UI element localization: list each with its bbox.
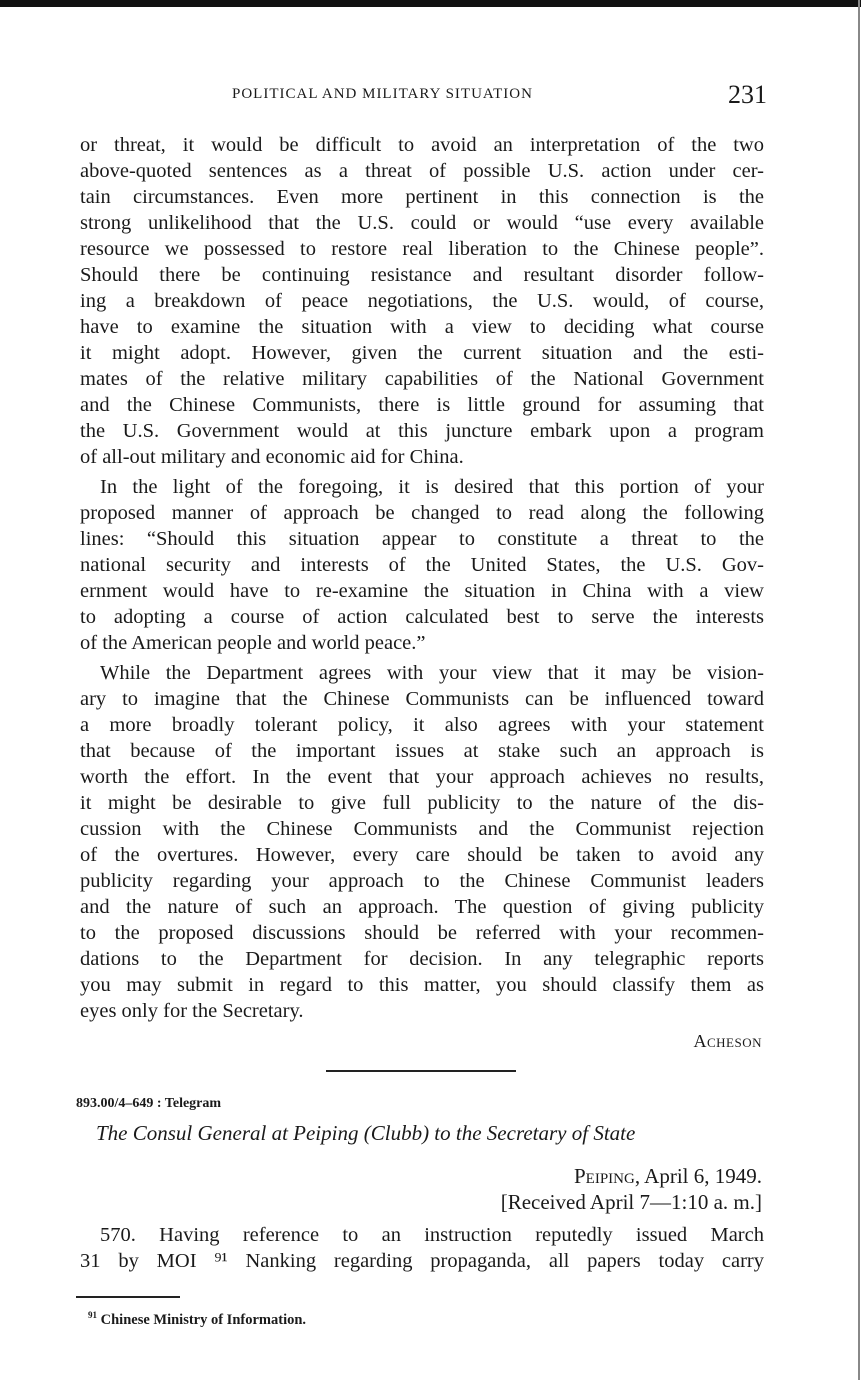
body-line: proposed manner of approach be changed to read along the following: [80, 502, 764, 524]
body-line: a more broadly tolerant policy, it also agrees with your statement: [80, 714, 764, 736]
body-line: it might be desirable to give full publicity to the nature of the dis-: [80, 792, 764, 814]
body-line: While the Department agrees with your view that it may be vision-: [100, 662, 764, 684]
body-line: ernment would have to re-examine the situation in China with a view: [80, 580, 764, 602]
body-line: it might adopt. However, given the current situation and the esti-: [80, 342, 764, 364]
body-line: eyes only for the Secretary.: [80, 1000, 304, 1022]
body-line: above-quoted sentences as a threat of possible U.S. action under cer-: [80, 160, 764, 182]
dateline-date: , April 6, 1949.: [634, 1164, 762, 1188]
body-line: to the proposed discussions should be referred with your recommen-: [80, 922, 764, 944]
body-line: ing a breakdown of peace negotiations, the U.S. would, of course,: [80, 290, 764, 312]
document-title: The Consul General at Peiping (Clubb) to the Secretary of State: [96, 1121, 636, 1145]
body-line: or threat, it would be difficult to avoid an interpretation of the two: [80, 134, 764, 156]
body-line: resource we possessed to restore real liberation to the Chinese people”.: [80, 238, 764, 260]
right-edge-rule: [858, 0, 860, 1380]
body-line: mates of the relative military capabilities of the National Government: [80, 368, 764, 390]
body-line: strong unlikelihood that the U.S. could or would “use every available: [80, 212, 764, 234]
body-line: have to examine the situation with a view to deciding what course: [80, 316, 764, 338]
body-line: that because of the important issues at stake such an approach is: [80, 740, 764, 762]
body-line: of all-out military and economic aid for China.: [80, 446, 464, 468]
body-line: ary to imagine that the Chinese Communists can be influenced toward: [80, 688, 764, 710]
body-line: lines: “Should this situation appear to constitute a threat to the: [80, 528, 764, 550]
footnote-text: Chinese Ministry of Information.: [100, 1311, 307, 1328]
telegram-line: 31 by MOI ⁹¹ Nanking regarding propaganda, all papers today carry: [80, 1250, 764, 1272]
body-line: national security and interests of the United States, the U.S. Gov-: [80, 554, 764, 576]
body-line: In the light of the foregoing, it is desired that this portion of your: [100, 476, 764, 498]
body-line: the U.S. Government would at this juncture embark upon a program: [80, 420, 764, 442]
signature: Acheson: [693, 1031, 762, 1051]
received-note: [Received April 7—1:10 a. m.]: [500, 1190, 762, 1214]
dateline-place: Peiping: [573, 1164, 635, 1188]
running-title: POLITICAL AND MILITARY SITUATION: [232, 86, 533, 102]
body-line: and the Chinese Communists, there is little ground for assuming that: [80, 394, 764, 416]
body-line: you may submit in regard to this matter, you should classify them as: [80, 974, 764, 996]
body-line: Should there be continuing resistance and resultant disorder follow-: [80, 264, 764, 286]
dateline: [500, 1164, 762, 1189]
footnote: [88, 1310, 306, 1329]
body-line: dations to the Department for decision. In any telegraphic reports: [80, 948, 764, 970]
footnote-divider: [76, 1296, 180, 1298]
body-line: and the nature of such an approach. The question of giving publicity: [80, 896, 764, 918]
body-line: to adopting a course of action calculated best to serve the interests: [80, 606, 764, 628]
file-reference: 893.00/4–649 : Telegram: [76, 1096, 222, 1111]
telegram-line: 570. Having reference to an instruction reputedly issued March: [100, 1224, 764, 1246]
body-line: publicity regarding your approach to the Chinese Communist leaders: [80, 870, 764, 892]
body-line: of the American people and world peace.”: [80, 632, 426, 654]
top-border: [0, 0, 861, 7]
body-line: tain circumstances. Even more pertinent in this connection is the: [80, 186, 764, 208]
page-number: 231: [728, 80, 767, 109]
section-divider: [326, 1070, 516, 1072]
body-line: of the overtures. However, every care should be taken to avoid any: [80, 844, 764, 866]
body-line: cussion with the Chinese Communists and the Communist rejection: [80, 818, 764, 840]
body-line: worth the effort. In the event that your approach achieves no results,: [80, 766, 764, 788]
footnote-marker: 91: [88, 1310, 97, 1320]
